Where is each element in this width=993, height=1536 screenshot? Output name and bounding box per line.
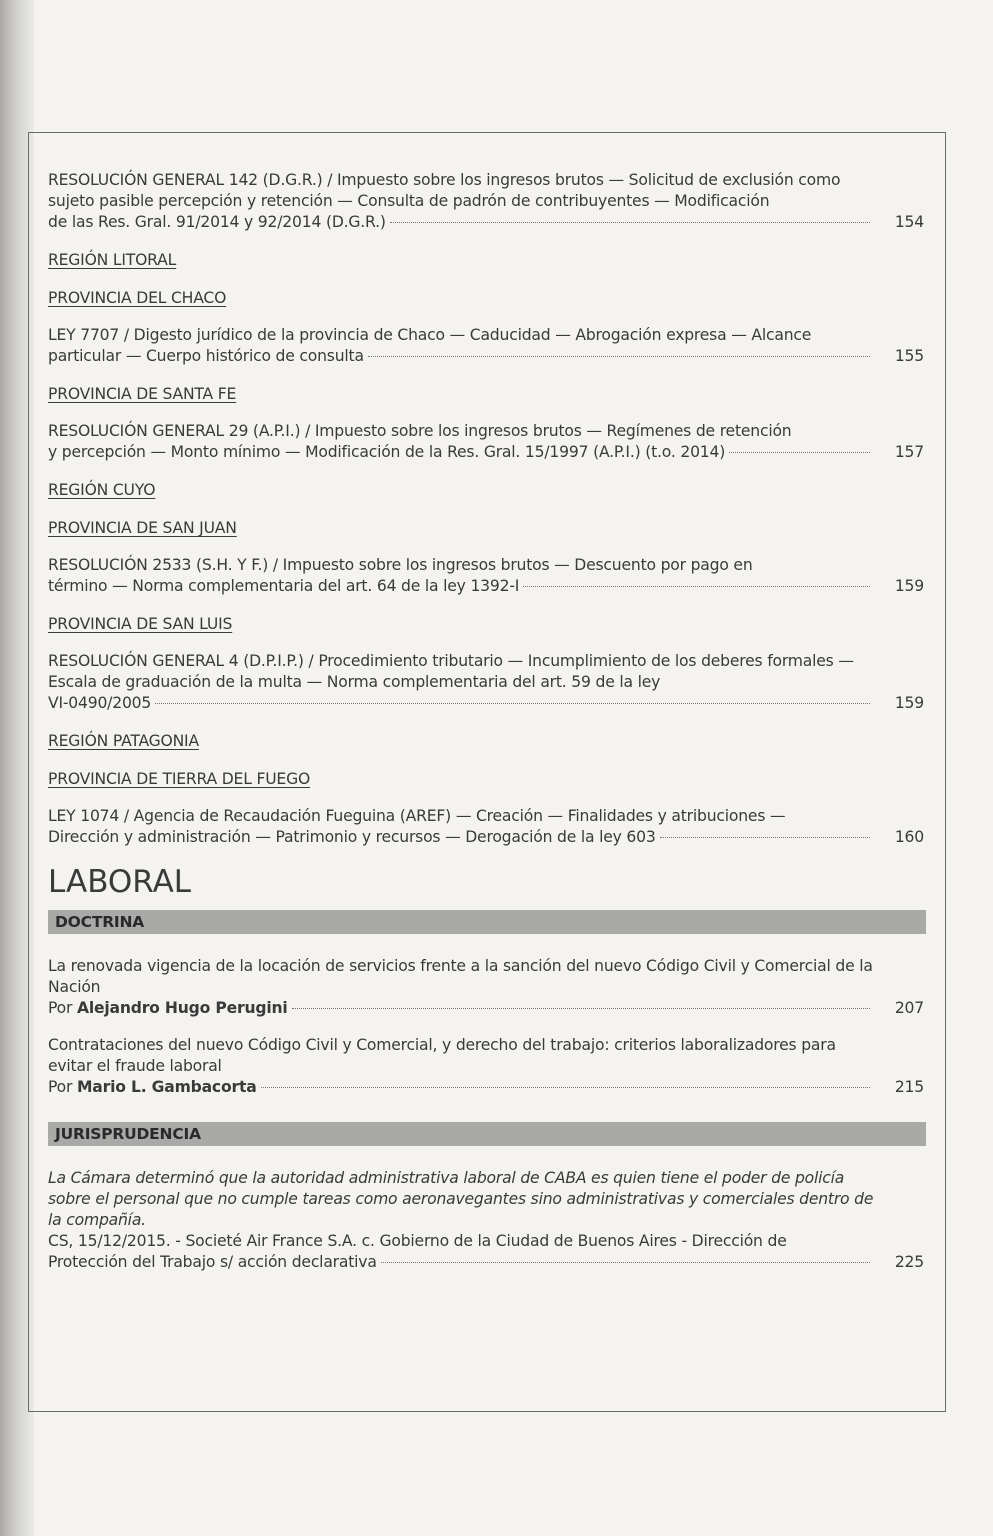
entry-text: RESOLUCIÓN GENERAL 142 (D.G.R.) / Impuesto sobre los ingresos brutos — Solicitud de exclusión como sujeto pasible percepción y retención — Consulta de padrón de contribuyentes — Modificación bbox=[48, 171, 841, 210]
page-number: 207 bbox=[894, 999, 924, 1017]
entry-text: LEY 1074 / Agencia de Recaudación Fueguina (AREF) — Creación — Finalidades y atribuciones — bbox=[48, 807, 786, 825]
dot-leader bbox=[390, 222, 870, 223]
by-label: Por bbox=[48, 999, 73, 1017]
page-number: 160 bbox=[894, 828, 924, 846]
entry-text: LEY 7707 / Digesto jurídico de la provincia de Chaco — Caducidad — Abrogación expresa — Alcance bbox=[48, 326, 812, 344]
dot-leader bbox=[155, 703, 870, 704]
dot-leader bbox=[523, 586, 870, 587]
entry-text: RESOLUCIÓN GENERAL 29 (A.P.I.) / Impuesto sobre los ingresos brutos — Regímenes de retención bbox=[48, 422, 792, 440]
by-label: Por bbox=[48, 1078, 73, 1096]
toc-entry[interactable] bbox=[48, 1168, 924, 1273]
toc-entry[interactable] bbox=[48, 170, 924, 233]
region-heading: REGIÓN CUYO bbox=[48, 481, 156, 499]
entry-text: CS, 15/12/2015. - Societé Air France S.A. c. Gobierno de la Ciudad de Buenos Aires - Dirección de bbox=[48, 1232, 787, 1250]
province-heading: PROVINCIA DE SANTA FE bbox=[48, 385, 237, 403]
author-name: Alejandro Hugo Perugini bbox=[76, 999, 288, 1017]
province-heading: PROVINCIA DE SAN LUIS bbox=[48, 615, 233, 633]
toc-entry[interactable] bbox=[48, 956, 924, 1019]
entry-text-last: término — Norma complementaria del art. 64 de la ley 1392-I bbox=[48, 577, 520, 595]
page-number: 225 bbox=[894, 1253, 924, 1271]
page-number: 154 bbox=[894, 213, 924, 231]
toc-entry[interactable] bbox=[48, 1035, 924, 1098]
dot-leader bbox=[292, 1008, 870, 1009]
entry-text-last: de las Res. Gral. 91/2014 y 92/2014 (D.G.R.) bbox=[48, 213, 386, 231]
dot-leader bbox=[660, 837, 870, 838]
dot-leader bbox=[729, 452, 870, 453]
toc-entry[interactable] bbox=[48, 325, 924, 367]
toc-entry[interactable] bbox=[48, 421, 924, 463]
dot-leader bbox=[261, 1087, 870, 1088]
toc-entry[interactable] bbox=[48, 555, 924, 597]
toc-entry[interactable] bbox=[48, 651, 924, 714]
entry-text-last: VI-0490/2005 bbox=[48, 694, 152, 712]
page-number: 157 bbox=[894, 443, 924, 461]
page-number: 159 bbox=[894, 577, 924, 595]
entry-text-last: y percepción — Monto mínimo — Modificación de la Res. Gral. 15/1997 (A.P.I.) (t.o. 2014) bbox=[48, 443, 726, 461]
section-title: LABORAL bbox=[48, 864, 192, 900]
author-name: Mario L. Gambacorta bbox=[76, 1078, 257, 1096]
province-heading: PROVINCIA DE SAN JUAN bbox=[48, 519, 237, 537]
entry-text: RESOLUCIÓN GENERAL 4 (D.P.I.P.) / Procedimiento tributario — Incumplimiento de los deberes formales — Escala de graduación de la multa — Norma complementaria del art. 59 de la ley bbox=[48, 652, 854, 691]
case-summary: La Cámara determinó que la autoridad administrativa laboral de CABA es quien tiene el poder de policía sobre el personal que no cumple tareas como aeronavegantes sino administrativas y comerciales dentro de la compañía. bbox=[48, 1169, 874, 1229]
jurisprudencia-bar: JURISPRUDENCIA bbox=[48, 1122, 926, 1146]
entry-text: RESOLUCIÓN 2533 (S.H. Y F.) / Impuesto sobre los ingresos brutos — Descuento por pago en bbox=[48, 556, 753, 574]
region-heading: REGIÓN PATAGONIA bbox=[48, 732, 199, 750]
entry-text-last: Protección del Trabajo s/ acción declarativa bbox=[48, 1253, 377, 1271]
region-heading: REGIÓN LITORAL bbox=[48, 251, 177, 269]
entry-text-last: particular — Cuerpo histórico de consulta bbox=[48, 347, 364, 365]
dot-leader bbox=[381, 1262, 870, 1263]
entry-text-last: Dirección y administración — Patrimonio y recursos — Derogación de la ley 603 bbox=[48, 828, 656, 846]
province-heading: PROVINCIA DE TIERRA DEL FUEGO bbox=[48, 770, 311, 788]
dot-leader bbox=[368, 356, 870, 357]
table-of-contents bbox=[48, 170, 924, 1289]
page-number: 159 bbox=[894, 694, 924, 712]
page-number: 215 bbox=[894, 1078, 924, 1096]
toc-entry[interactable] bbox=[48, 806, 924, 848]
page-number: 155 bbox=[894, 347, 924, 365]
entry-text: Contrataciones del nuevo Código Civil y Comercial, y derecho del trabajo: criterios laboralizadores para evitar el fraude laboral bbox=[48, 1036, 836, 1075]
province-heading: PROVINCIA DEL CHACO bbox=[48, 289, 227, 307]
entry-text: La renovada vigencia de la locación de servicios frente a la sanción del nuevo Código Civil y Comercial de la Nación bbox=[48, 957, 873, 996]
doctrina-bar: DOCTRINA bbox=[48, 910, 926, 934]
